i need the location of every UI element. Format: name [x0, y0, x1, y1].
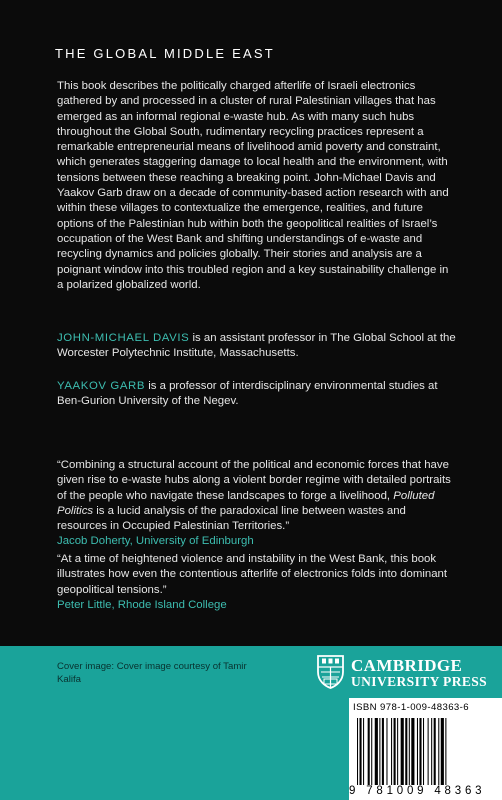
- barcode-bar: [379, 718, 380, 792]
- barcode-bar: [401, 718, 404, 792]
- barcode-bar: [357, 718, 358, 792]
- barcode-bar: [445, 718, 446, 792]
- barcode-bar: [441, 718, 444, 792]
- isbn-label: ISBN 978-1-009-48363-6: [353, 702, 469, 713]
- barcode-area: [349, 698, 502, 800]
- barcode-bar: [360, 718, 362, 792]
- endorsement-text: is a lucid analysis of the paradoxical line between wastes and resources in Occupied Palestinian Territories.”: [57, 504, 406, 533]
- barcode-bar: [382, 718, 384, 792]
- barcode-bar: [391, 718, 392, 792]
- cover-credit: Cover image: Cover image courtesy of Tamir Kalifa: [57, 661, 247, 685]
- barcode-bar: [417, 718, 418, 792]
- author-name: JOHN-MICHAEL DAVIS: [57, 332, 190, 344]
- endorsement-text: “At a time of heightened violence and instability in the West Bank, this book illustrates how even the contentious afterlife of electronics folds into dominant geopolitical tensions.”: [57, 553, 448, 596]
- book-title-italic: Polluted Politics: [57, 489, 435, 517]
- author-name: YAAKOV GARB: [57, 380, 146, 392]
- barcode-bar: [368, 718, 370, 792]
- barcode-bar: [394, 718, 396, 792]
- endorsement-little: [57, 552, 457, 613]
- barcode-bar: [371, 718, 372, 792]
- barcode-bar: [434, 718, 436, 792]
- author-bio-garb: [57, 379, 457, 410]
- author-bio-davis: [57, 331, 457, 362]
- cambridge-crest-icon: [316, 654, 345, 690]
- publisher-name-line1: CAMBRIDGE: [351, 656, 463, 675]
- publisher-band: [0, 646, 502, 800]
- series-title: THE GLOBAL MIDDLE EAST: [55, 46, 275, 61]
- barcode-bar: [363, 718, 364, 792]
- barcode-digits: 9 781009 48363: [349, 785, 502, 797]
- publisher-logo: [316, 654, 496, 694]
- barcode-bar: [375, 718, 378, 792]
- endorsement-attribution: Peter Little, Rhode Island College: [57, 598, 227, 611]
- endorsement-attribution: Jacob Doherty, University of Edinburgh: [57, 535, 254, 548]
- barcode-bar: [428, 718, 429, 792]
- barcode-bar: [405, 718, 407, 792]
- endorsement-text: “Combining a structural account of the political and economic forces that have given rise to e-waste hubs along a violent border regime with detailed portraits of the people who navigate these landscapes to forge a livelihood,: [57, 459, 451, 502]
- book-description: This book describes the politically charged afterlife of Israeli electronics gathered by and processed in a cluster of rural Palestinian villages that has emerged as an informal regional e-waste hub. As with many such hubs throughout the Global South, rudimentary recycling practices represent a remarkable entrepreneurial means of livelihood amid poverty and constraint, which generates staggering damage to local health and the environment, with tensions between these reaching a breaking point. John-Michael Davis and Yaakov Garb draw on a decade of community-based action research with and within these villages to contextualize the emergence, realities, and future options of the Palestinian hub within both the geopolitical realities of Israel’s occupation of the West Bank and shifting understandings of e-waste and recycling dynamics and policies globally. Their stories and analysis are a poignant window into this troubled region and a key sustainability challenge in a polarized globalized world.: [57, 80, 449, 291]
- barcode-bar: [419, 718, 421, 792]
- barcode-bar: [409, 718, 410, 792]
- barcode-bar: [423, 718, 424, 792]
- barcode-bar: [411, 718, 414, 792]
- author-bio: is an assistant professor in The Global School at the Worcester Polytechnic Institute, Massachusetts.: [57, 332, 456, 360]
- endorsement-doherty: [57, 458, 457, 550]
- author-bio: is a professor of interdisciplinary environmental studies at Ben-Gurion University of the Negev.: [57, 380, 438, 408]
- barcode-bar: [431, 718, 432, 792]
- barcode-bar: [386, 718, 387, 792]
- barcode-image: [355, 718, 499, 792]
- barcode-bar: [438, 718, 439, 792]
- barcode-bar: [397, 718, 398, 792]
- publisher-name-line2: UNIVERSITY PRESS: [351, 674, 488, 689]
